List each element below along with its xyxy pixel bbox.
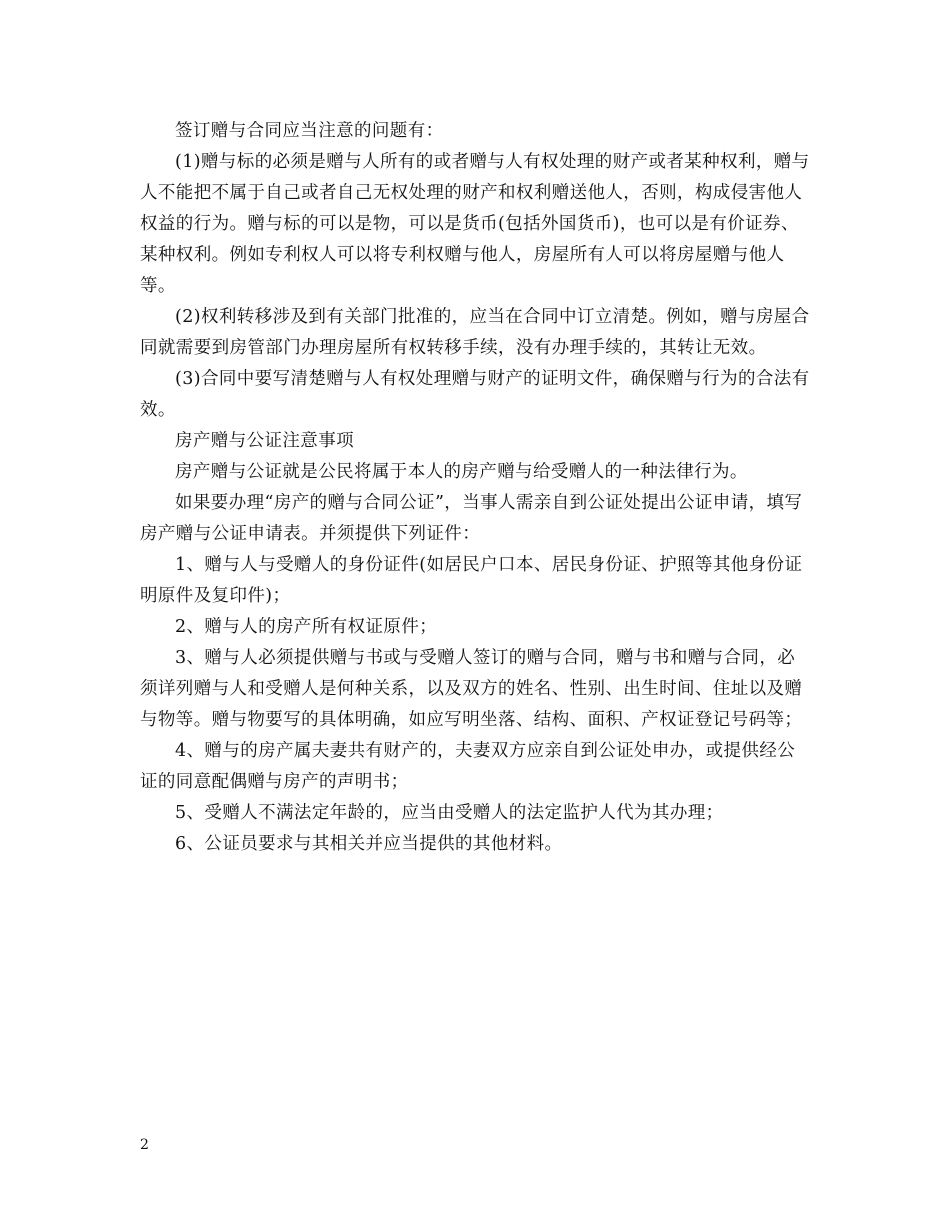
list-item: 5、受赠人不满法定年龄的，应当由受赠人的法定监护人代为其办理； [175,803,724,823]
list-item: 4、赠与的房产属夫妻共有财产的，夫妻双方应亲自到公证处申办，或提供经公证的同意配偶赠与房产的声明书； [140,741,796,792]
procedure-paragraph: 如果要办理“房产的赠与合同公证”，当事人需亲自到公证处提出公证申请，填写房产赠与公证申请表。并须提供下列证件： [140,493,803,544]
intro-paragraph: 签订赠与合同应当注意的问题有： [175,121,444,141]
list-item: 6、公证员要求与其相关并应当提供的其他材料。 [175,834,563,854]
list-item: 2、赠与人的房产所有权证原件； [175,617,438,637]
point-3-paragraph: (3)合同中要写清楚赠与人有权处理赠与财产的证明文件，确保赠与行为的合法有效。 [140,369,810,420]
document-body [140,116,812,860]
definition-paragraph: 房产赠与公证就是公民将属于本人的房产赠与给受赠人的一种法律行为。 [175,462,748,482]
page-number: 2 [140,1137,149,1153]
section-heading: 房产赠与公证注意事项 [175,431,354,451]
point-1-paragraph: (1)赠与标的必须是赠与人所有的或者赠与人有权处理的财产或者某种权利，赠与人不能把不属于自己或者自己无权处理的财产和权利赠送他人，否则，构成侵害他人权益的行为。赠与标的可以是物，可以是货币(包括外国货币)，也可以是有价证券、某种权利。例如专利权人可以将专利权赠与他人，房屋所有人可以将房屋赠与他人等。 [140,152,810,296]
point-2-paragraph: (2)权利转移涉及到有关部门批准的，应当在合同中订立清楚。例如，赠与房屋合同就需要到房管部门办理房屋所有权转移手续，没有办理手续的，其转让无效。 [140,307,810,358]
list-item: 3、赠与人必须提供赠与书或与受赠人签订的赠与合同，赠与书和赠与合同，必须详列赠与人和受赠人是何种关系，以及双方的姓名、性别、出生时间、住址以及赠与物等。赠与物要写的具体明确，如应写明坐落、结构、面积、产权证登记号码等； [140,648,803,730]
list-item: 1、赠与人与受赠人的身份证件(如居民户口本、居民身份证、护照等其他身份证明原件及复印件)； [140,555,803,606]
